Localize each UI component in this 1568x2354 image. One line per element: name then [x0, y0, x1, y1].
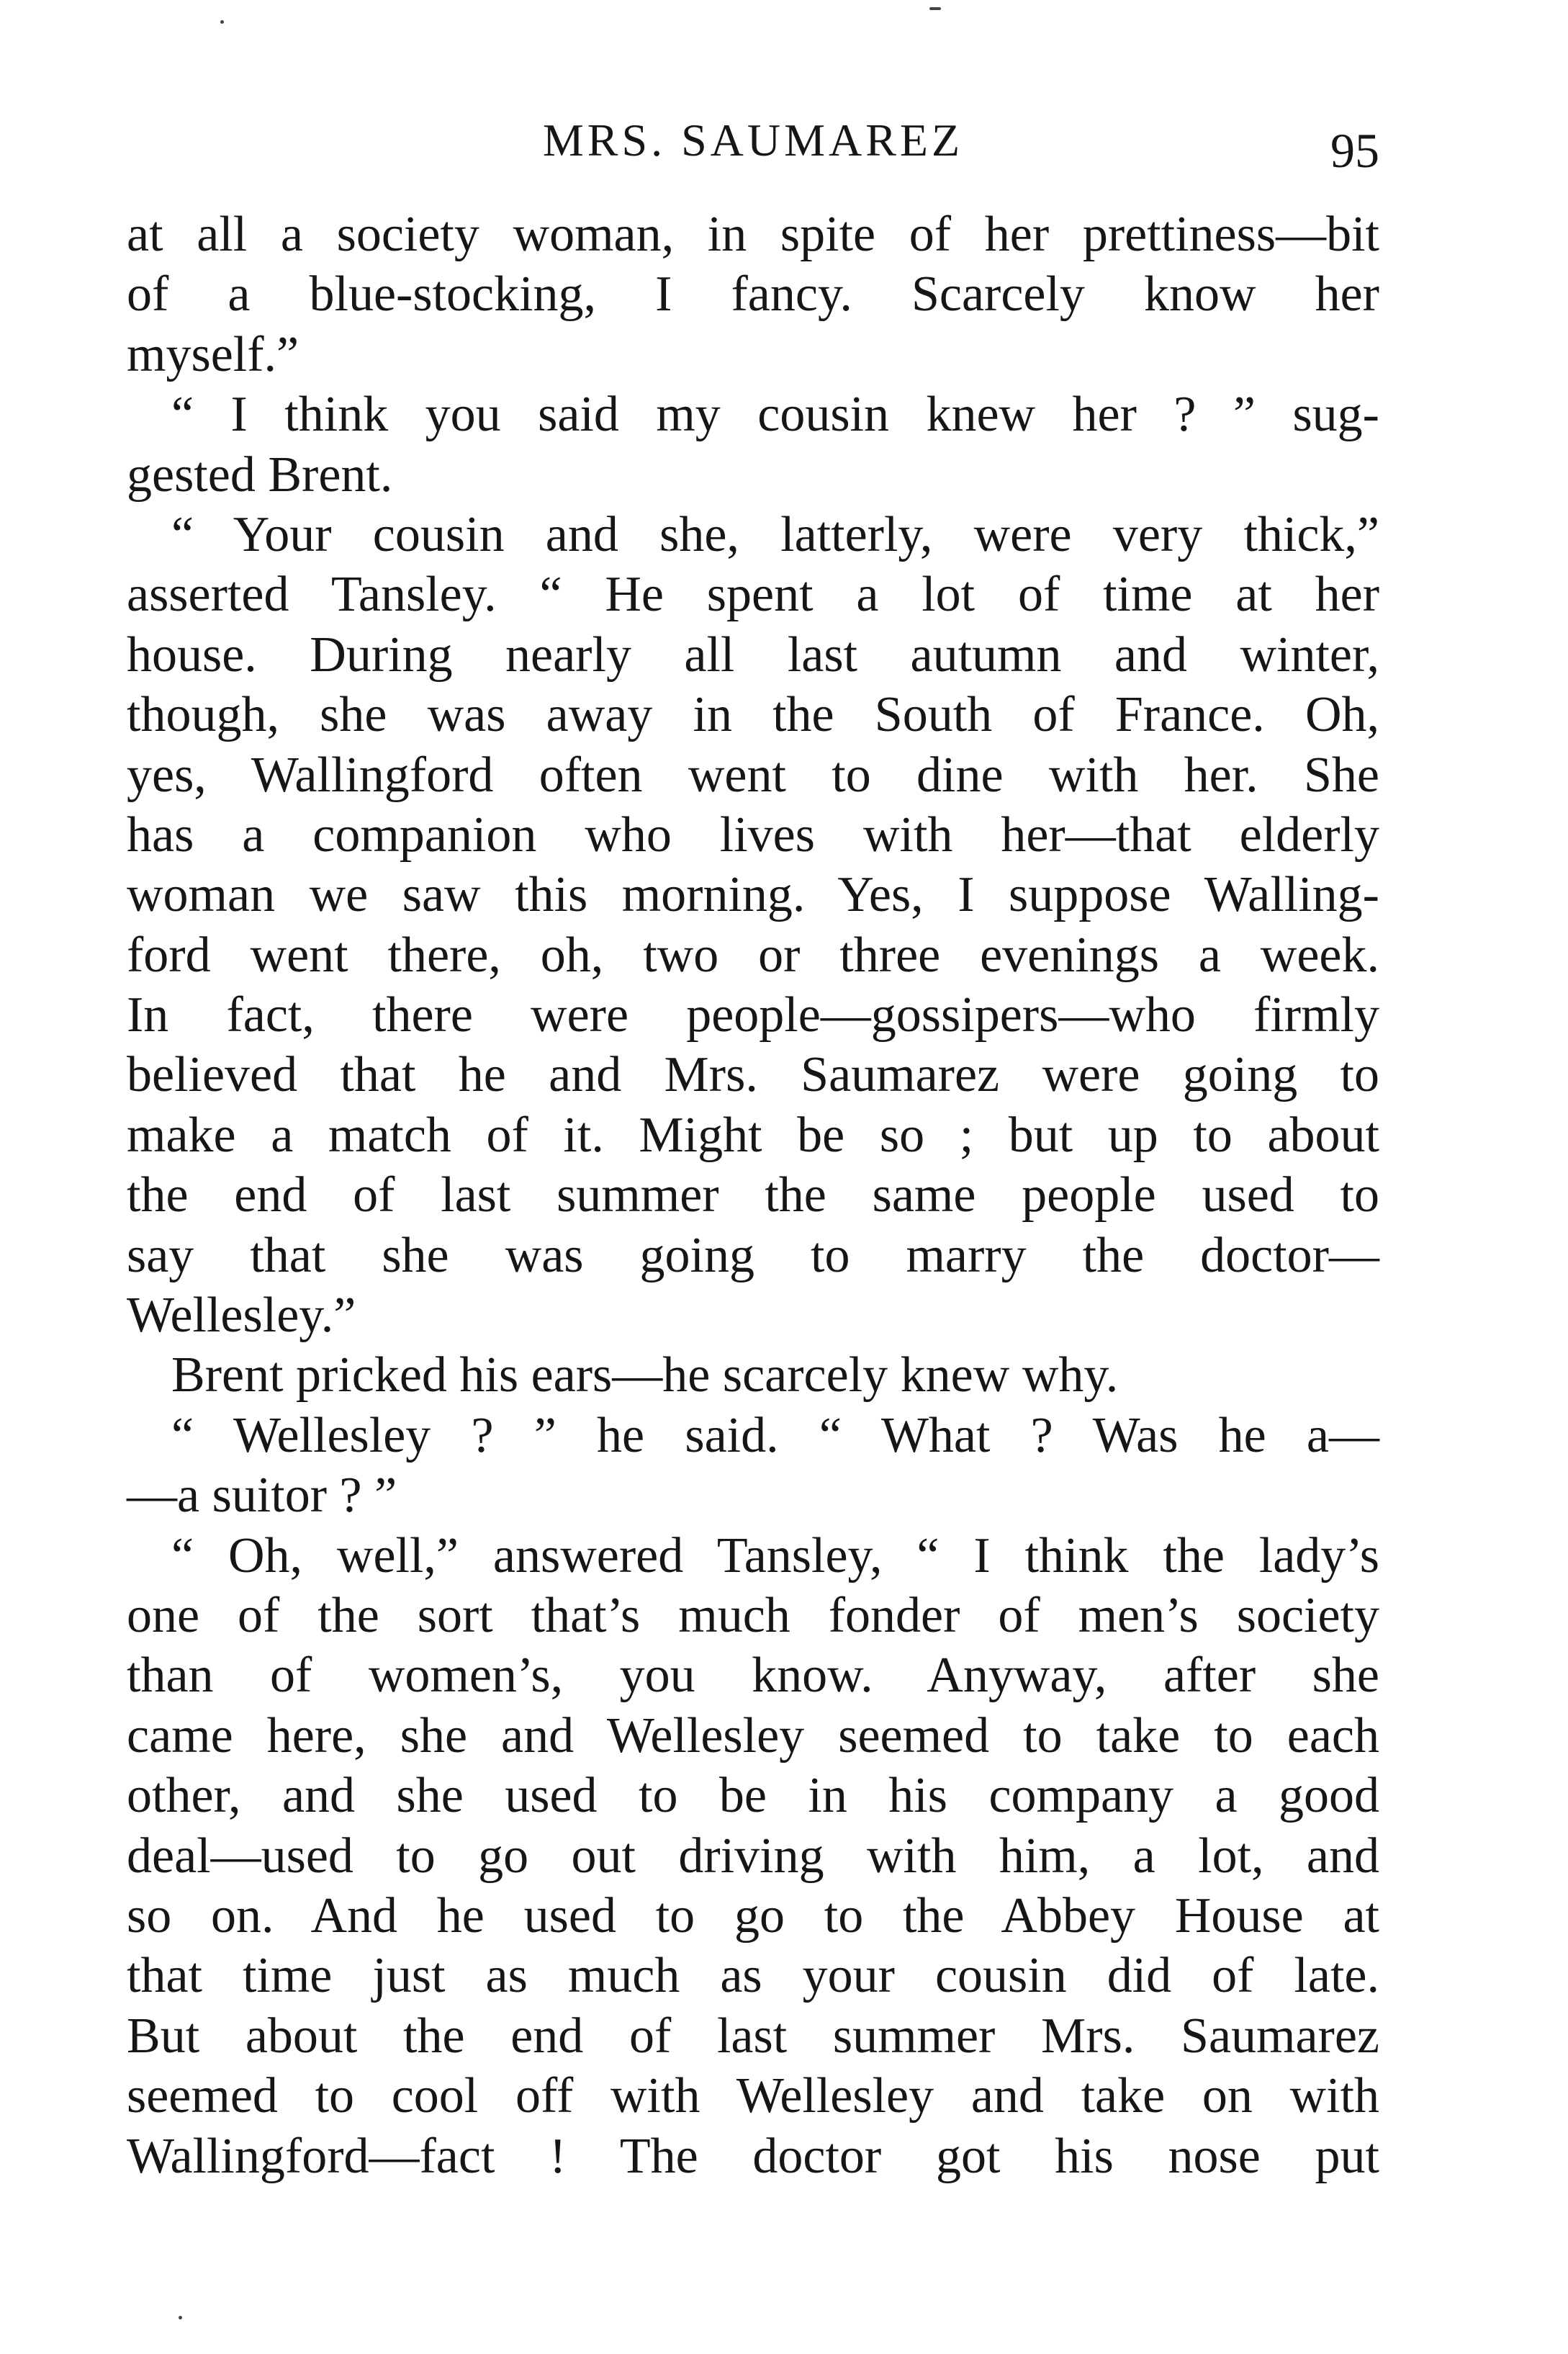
text-line: though, she was away in the South of France. Oh, [127, 687, 1379, 743]
scan-speck [929, 7, 941, 10]
text-line: In fact, there were people—gossipers—who firmly [127, 987, 1379, 1043]
text-line: at all a society woman, in spite of her prettiness—bit [127, 207, 1379, 262]
text-line: yes, Wallingford often went to dine with her. She [127, 747, 1379, 803]
text-line: asserted Tansley. “ He spent a lot of time at her [127, 567, 1379, 623]
text-line: of a blue-stocking, I fancy. Scarcely know her [127, 266, 1379, 323]
text-line: But about the end of last summer Mrs. Saumarez [127, 2008, 1379, 2064]
scan-speck [179, 2316, 182, 2319]
text-line: say that she was going to marry the doctor— [127, 1227, 1379, 1283]
text-line: “ Your cousin and she, latterly, were very thick,” [171, 506, 1379, 562]
text-line: Wallingford—fact ! The doctor got his nose put [127, 2128, 1379, 2184]
text-line: than of women’s, you know. Anyway, after she [127, 1648, 1379, 1704]
text-line: seemed to cool off with Wellesley and take on with [127, 2068, 1379, 2124]
text-line: the end of last summer the same people used to [127, 1167, 1379, 1223]
text-line: house. During nearly all last autumn and winter, [127, 626, 1379, 683]
text-line: believed that he and Mrs. Saumarez were going to [127, 1047, 1379, 1103]
scan-speck [220, 20, 224, 24]
running-title: MRS. SAUMAREZ [542, 114, 964, 166]
text-line: Wellesley.” [127, 1288, 356, 1344]
text-line: myself.” [127, 326, 299, 382]
running-header [127, 108, 1379, 178]
text-line: —a suitor ? ” [127, 1468, 397, 1524]
text-line: “ Oh, well,” answered Tansley, “ I think the lady’s [171, 1527, 1379, 1583]
text-line: other, and she used to be in his company a good [127, 1768, 1379, 1824]
text-line: so on. And he used to go to the Abbey House at [127, 1887, 1379, 1944]
text-line: “ I think you said my cousin knew her ? ” sug- [171, 387, 1379, 443]
text-line: came here, she and Wellesley seemed to take to each [127, 1707, 1379, 1764]
text-line: gested Brent. [127, 446, 393, 503]
body-text [127, 205, 1379, 2186]
text-line: woman we saw this morning. Yes, I suppose Walling- [127, 867, 1379, 923]
text-line: one of the sort that’s much fonder of men’s society [127, 1587, 1379, 1643]
page-number: 95 [1330, 123, 1379, 178]
text-line: “ Wellesley ? ” he said. “ What ? Was he a— [171, 1407, 1379, 1463]
text-line: make a match of it. Might be so ; but up to about [127, 1107, 1379, 1163]
text-line: deal—used to go out driving with him, a lot, and [127, 1828, 1379, 1884]
text-line: has a companion who lives with her—that elderly [127, 807, 1379, 863]
text-line: Brent pricked his ears—he scarcely knew why. [171, 1347, 1119, 1403]
text-line: that time just as much as your cousin did of late. [127, 1948, 1379, 2004]
text-line: ford went there, oh, two or three evenings a week. [127, 927, 1379, 983]
